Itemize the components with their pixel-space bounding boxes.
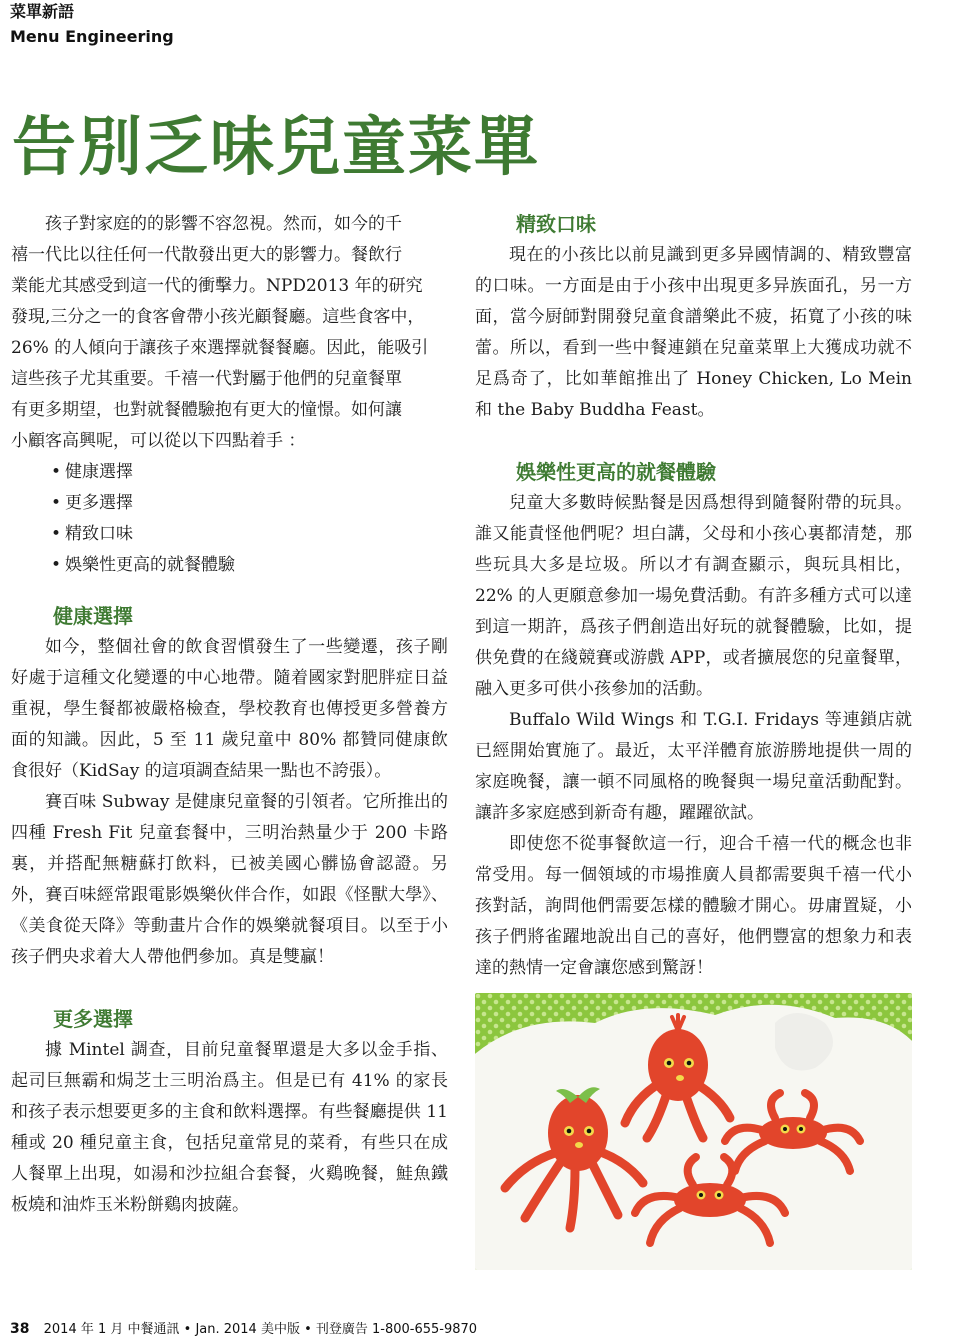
paragraph: Buffalo Wild Wings 和 T.G.I. Fridays 等連鎖店就已經開始實施了。最近，太平洋體育旅游勝地提供一周的家庭晚餐，讓一頓不同風格的晚餐與一場兒童活動配對。讓許多家庭感到新奇有趣，躍躍欲試。 (475, 710, 912, 823)
page-footer (10, 1320, 477, 1339)
paragraph: 現在的小孩比以前見識到更多异國情調的、精致豐富的口味。一方面是由于小孩中出現更多异族面孔，另一方面，當今厨師對開發兒童食譜樂此不疲，拓寬了小孩的味蕾。所以，看到一些中餐連鎖在兒童菜單上大獲成功就不足爲奇了，比如華館推出了 Honey Chicken, Lo Mein 和 the Baby Buddha Feast。 (475, 245, 912, 420)
page-number: 38 (10, 1321, 30, 1337)
intro-line: 小顧客高興呢，可以從以下四點着手 ： (11, 431, 306, 451)
paragraph: 即使您不從事餐飲這一行，迎合千禧一代的概念也非常受用。每一個領域的市場推廣人員都需要與千禧一代小孩對話，詢問他們需要怎樣的體驗才開心。毋庸置疑，小孩子們將雀躍地說出自己的喜好，他們豐富的想象力和表達的熱情一定會讓您感到驚訝！ (475, 834, 912, 978)
article-title: 告別乏味兒童菜單 (12, 110, 540, 185)
right-column (475, 209, 912, 984)
intro-line: 有更多期望，也對就餐體驗抱有更大的憧憬。如何讓 (11, 400, 402, 420)
bullet-list (11, 457, 448, 581)
photo-sausage-octopus (475, 993, 912, 1270)
footer-text: 2014 年 1 月 中餐通訊 • Jan. 2014 美中版 • 刊登廣告 1-800-655-9870 (43, 1322, 478, 1337)
bullet-item: • 更多選擇 (51, 488, 448, 519)
left-column (11, 209, 448, 1221)
bullet-item: • 精致口味 (51, 519, 448, 550)
intro-line: 26% 的人傾向于讓孩子來選擇就餐餐廳。因此，能吸引 (11, 338, 429, 358)
intro-line: 孩子對家庭的的影響不容忽視。然而，如今的千 (45, 214, 402, 234)
bullet-item: • 健康選擇 (51, 457, 448, 488)
intro-line: 這些孩子尤其重要。千禧一代對屬于他們的兒童餐單 (11, 369, 402, 389)
intro-line: 發現,三分之一的食客會帶小孩光顧餐廳。這些食客中， (11, 307, 425, 327)
paragraph: 賽百味 Subway 是健康兒童餐的引領者。它所推出的四種 Fresh Fit 兒童套餐中，三明治熱量少于 200 卡路裏，并搭配無糖蘇打飲料，已被美國心髒協會認證。另外，賽百味經常跟電影娛樂伙伴合作，如跟《怪獸大學》、《美食從天降》等動畫片合作的娛樂就餐項目。以至于小孩子們央求着大人帶他們參加。真是雙贏！ (11, 792, 448, 967)
intro-paragraph (11, 209, 448, 457)
intro-line: 禧一代比以往任何一代散發出更大的影響力。餐飲行 (11, 245, 402, 265)
section-heading-refined-taste: 精致口味 (516, 212, 596, 236)
section-heading-fun-dining: 娛樂性更高的就餐體驗 (516, 460, 716, 484)
bullet-item: • 娛樂性更高的就餐體驗 (51, 550, 448, 581)
section-tag-en: Menu Engineering (10, 27, 174, 46)
section-heading-more-choices: 更多選擇 (53, 1007, 133, 1031)
intro-line: 業能尤其感受到這一代的衝擊力。NPD2013 年的研究 (11, 276, 423, 296)
sausage-animals-illustration (475, 993, 912, 1270)
section-heading-healthy: 健康選擇 (53, 604, 133, 628)
section-tag-zh: 菜單新語 (10, 2, 75, 21)
paragraph: 兒童大多數時候點餐是因爲想得到隨餐附帶的玩具。誰又能責怪他們呢？坦白講，父母和小孩心裏都清楚，那些玩具大多是垃圾。所以才有調查顯示，與玩具相比，22% 的人更願意參加一場免費活動。有許多種方式可以達到這一期許，爲孩子們創造出好玩的就餐體驗，比如，提供免費的在綫競賽或游戲 APP，或者擴展您的兒童餐單，融入更多可供小孩參加的活動。 (475, 493, 912, 699)
paragraph: 據 Mintel 調查，目前兒童餐單還是大多以金手指、起司巨無霸和焗芝士三明治爲主。但是已有 41% 的家長和孩子表示想要更多的主食和飲料選擇。有些餐廳提供 11 種或 20 種兒童主食，包括兒童常見的菜肴，有些只在成人餐單上出現，如湯和沙拉組合套餐，火鷄晚餐，鮭魚鐵板燒和油炸玉米粉餅鷄肉披薩。 (11, 1040, 448, 1215)
paragraph: 如今，整個社會的飲食習慣發生了一些變遷，孩子剛好處于這種文化變遷的中心地帶。隨着國家對肥胖症日益重視，學生餐都被嚴格檢查，學校教育也傳授更多營養方面的知識。因此，5 至 11 歲兒童中 80% 都贊同健康飲食很好（KidSay 的這項調查結果一點也不誇張）。 (11, 637, 448, 781)
